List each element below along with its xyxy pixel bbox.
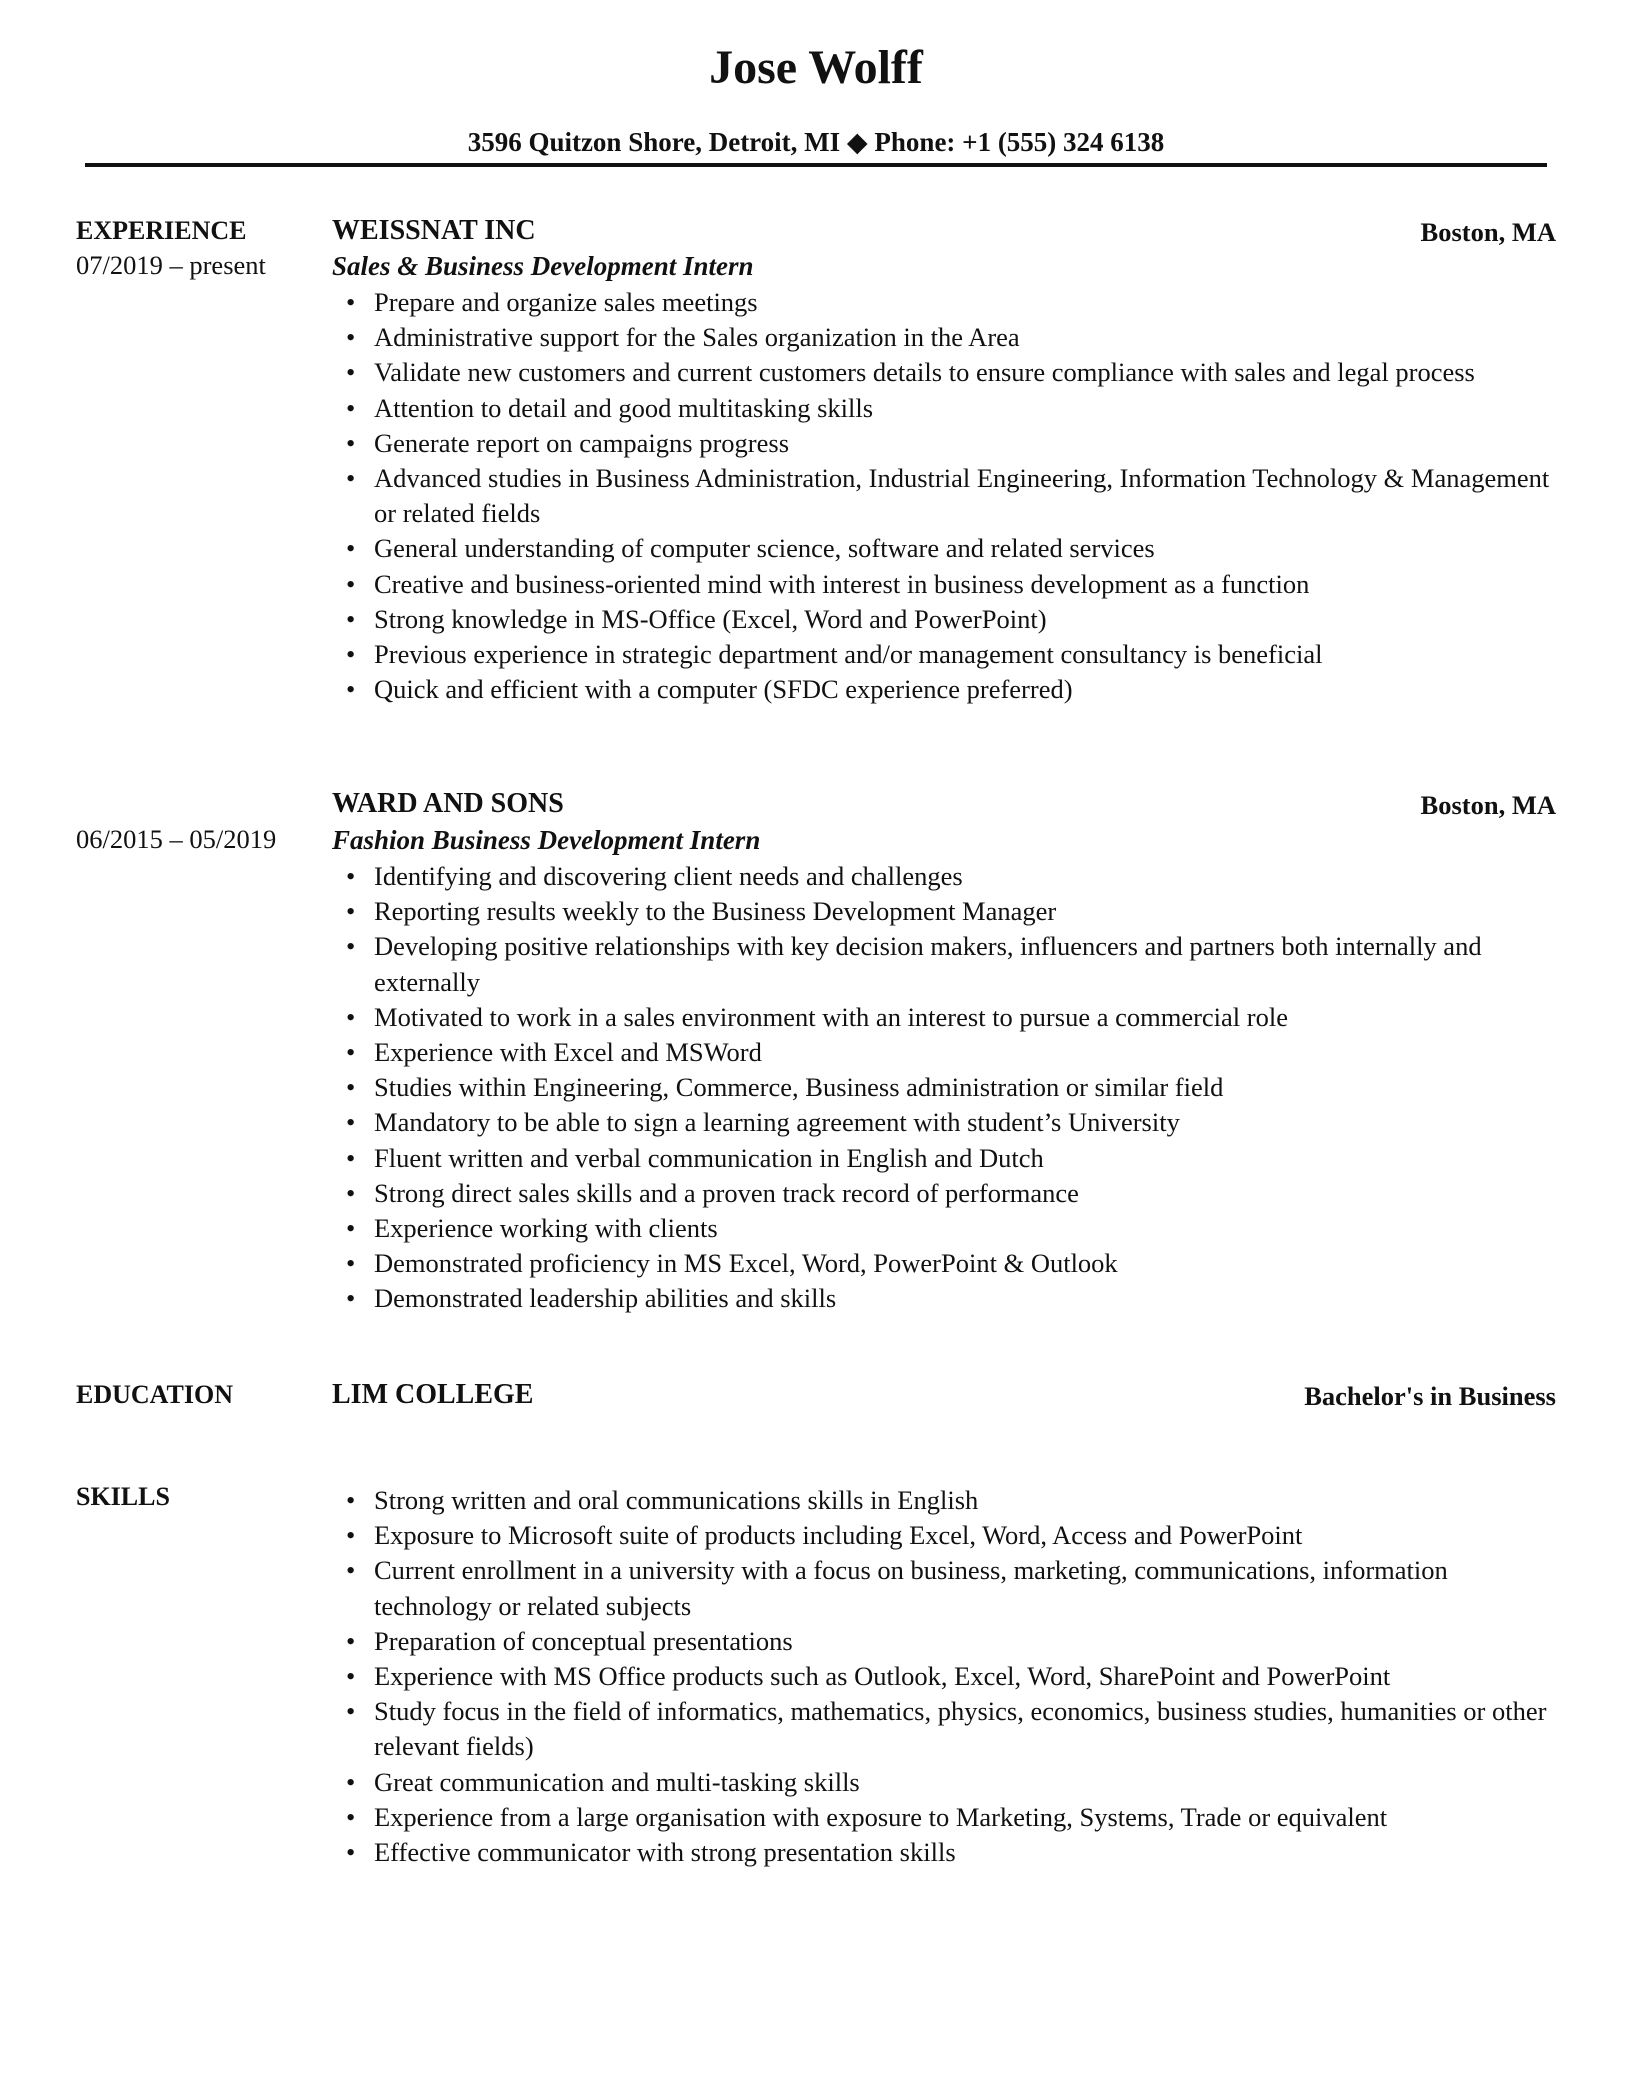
list-item: • Fluent written and verbal communication in English and Dutch: [332, 1141, 1562, 1176]
list-item: • Experience from a large organisation with exposure to Marketing, Systems, Trade or equivalent: [332, 1800, 1562, 1835]
job-title: Fashion Business Development Intern: [332, 825, 761, 855]
list-item: • Demonstrated proficiency in MS Excel, Word, PowerPoint & Outlook: [332, 1246, 1562, 1281]
job-dates: 07/2019 – present: [76, 250, 266, 280]
list-item: • Experience with Excel and MSWord: [332, 1035, 1562, 1070]
section-label-skills: SKILLS: [76, 1482, 170, 1511]
list-item: • Exposure to Microsoft suite of products including Excel, Word, Access and PowerPoint: [332, 1518, 1562, 1553]
section-label-experience: EXPERIENCE: [76, 216, 247, 245]
header-divider: [85, 163, 1547, 167]
list-item: • Preparation of conceptual presentations: [332, 1624, 1562, 1659]
job-location: Boston, MA: [1420, 790, 1556, 820]
job-dates: 06/2015 – 05/2019: [76, 824, 277, 854]
job-title: Sales & Business Development Intern: [332, 251, 754, 281]
job-company: WARD AND SONS: [332, 788, 564, 819]
list-item: • Experience with MS Office products such as Outlook, Excel, Word, SharePoint and PowerPoint: [332, 1659, 1562, 1694]
list-item: • Motivated to work in a sales environment with an interest to pursue a commercial role: [332, 1000, 1562, 1035]
list-item: • Demonstrated leadership abilities and skills: [332, 1281, 1562, 1316]
job-location: Boston, MA: [1420, 217, 1556, 247]
list-item: • Generate report on campaigns progress: [332, 426, 1562, 461]
list-item: • General understanding of computer science, software and related services: [332, 531, 1562, 566]
education-degree: Bachelor's in Business: [1304, 1381, 1556, 1411]
list-item: • Study focus in the field of informatics, mathematics, physics, economics, business studies, humanities or other relevant fields): [332, 1694, 1562, 1764]
job-bullets: [332, 285, 1562, 707]
list-item: • Strong written and oral communications skills in English: [332, 1483, 1562, 1518]
list-item: • Great communication and multi-tasking skills: [332, 1765, 1562, 1800]
list-item: • Current enrollment in a university with a focus on business, marketing, communications, information technology or related subjects: [332, 1553, 1562, 1623]
list-item: • Strong knowledge in MS-Office (Excel, Word and PowerPoint): [332, 602, 1562, 637]
list-item: • Identifying and discovering client needs and challenges: [332, 859, 1562, 894]
list-item: • Administrative support for the Sales organization in the Area: [332, 320, 1562, 355]
list-item: • Attention to detail and good multitasking skills: [332, 391, 1562, 426]
skills-list: [332, 1483, 1562, 1870]
candidate-name: Jose Wolff: [709, 41, 923, 94]
list-item: • Studies within Engineering, Commerce, Business administration or similar field: [332, 1070, 1562, 1105]
list-item: • Quick and efficient with a computer (SFDC experience preferred): [332, 672, 1562, 707]
list-item: • Prepare and organize sales meetings: [332, 285, 1562, 320]
list-item: • Reporting results weekly to the Business Development Manager: [332, 894, 1562, 929]
list-item: • Creative and business-oriented mind with interest in business development as a function: [332, 567, 1562, 602]
list-item: • Previous experience in strategic department and/or management consultancy is beneficial: [332, 637, 1562, 672]
list-item: • Advanced studies in Business Administration, Industrial Engineering, Information Technology & Management or related fields: [332, 461, 1562, 531]
list-item: • Experience working with clients: [332, 1211, 1562, 1246]
job-bullets: [332, 859, 1562, 1317]
list-item: • Validate new customers and current customers details to ensure compliance with sales and legal process: [332, 355, 1562, 390]
list-item: • Mandatory to be able to sign a learning agreement with student’s University: [332, 1105, 1562, 1140]
list-item: • Strong direct sales skills and a proven track record of performance: [332, 1176, 1562, 1211]
list-item: • Effective communicator with strong presentation skills: [332, 1835, 1562, 1870]
section-label-education: EDUCATION: [76, 1380, 233, 1409]
education-school: LIM COLLEGE: [332, 1379, 534, 1410]
list-item: • Developing positive relationships with key decision makers, influencers and partners both internally and externally: [332, 929, 1562, 999]
job-company: WEISSNAT INC: [332, 215, 536, 246]
contact-line: 3596 Quitzon Shore, Detroit, MI ◆ Phone: +1 (555) 324 6138: [467, 127, 1165, 157]
